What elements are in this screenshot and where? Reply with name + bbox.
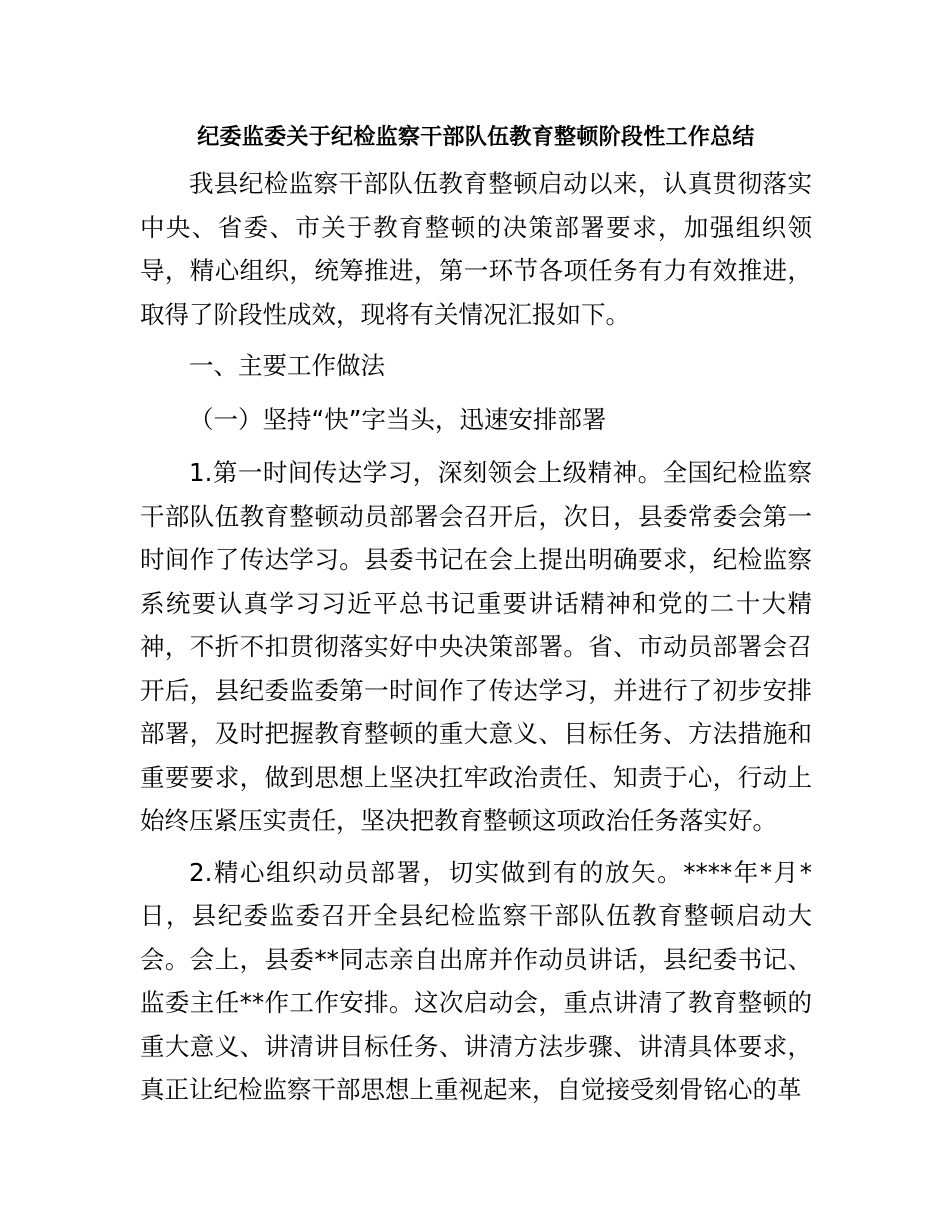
document-page (140, 118, 812, 1120)
intro-paragraph: 我县纪检监察干部队伍教育整顿启动以来，认真贯彻落实中央、省委、市关于教育整顿的决策部署要求，加强组织领导，精心组织，统筹推进，第一环节各项任务有力有效推进，取得了阶段性成效，现将有关情况汇报如下。 (140, 169, 812, 329)
item-paragraph-1: 1.第一时间传达学习，深刻领会上级精神。全国纪检监察干部队伍教育整顿动员部署会召开后，次日，县委常委会第一时间作了传达学习。县委书记在会上提出明确要求，纪检监察系统要认真学习习近平总书记重要讲话精神和党的二十大精神，不折不扣贯彻落实好中央决策部署。省、市动员部署会召开后，县纪委监委第一时间作了传达学习，并进行了初步安排部署，及时把握教育整顿的重大意义、目标任务、方法措施和重要要求，做到思想上坚决扛牢政治责任、知责于心，行动上始终压紧压实责任，坚决把教育整顿这项政治任务落实好。 (140, 458, 812, 835)
document-title: 纪委监委关于纪检监察干部队伍教育整顿阶段性工作总结 (197, 125, 755, 150)
subsection-heading-1: （一）坚持“快”字当头，迅速安排部署 (189, 404, 607, 434)
item-paragraph-2: 2.精心组织动员部署，切实做到有的放矢。****年*月*日，县纪委监委召开全县纪检监察干部队伍教育整顿启动大会。会上，县委**同志亲自出席并作动员讲话，县纪委书记、监委主任**作工作安排。这次启动会，重点讲清了教育整顿的重大意义、讲清讲目标任务、讲清方法步骤、讲清具体要求，真正让纪检监察干部思想上重视起来，自觉接受刻骨铭心的革 (140, 857, 812, 1104)
section-heading-1: 一、主要工作做法 (189, 351, 385, 380)
